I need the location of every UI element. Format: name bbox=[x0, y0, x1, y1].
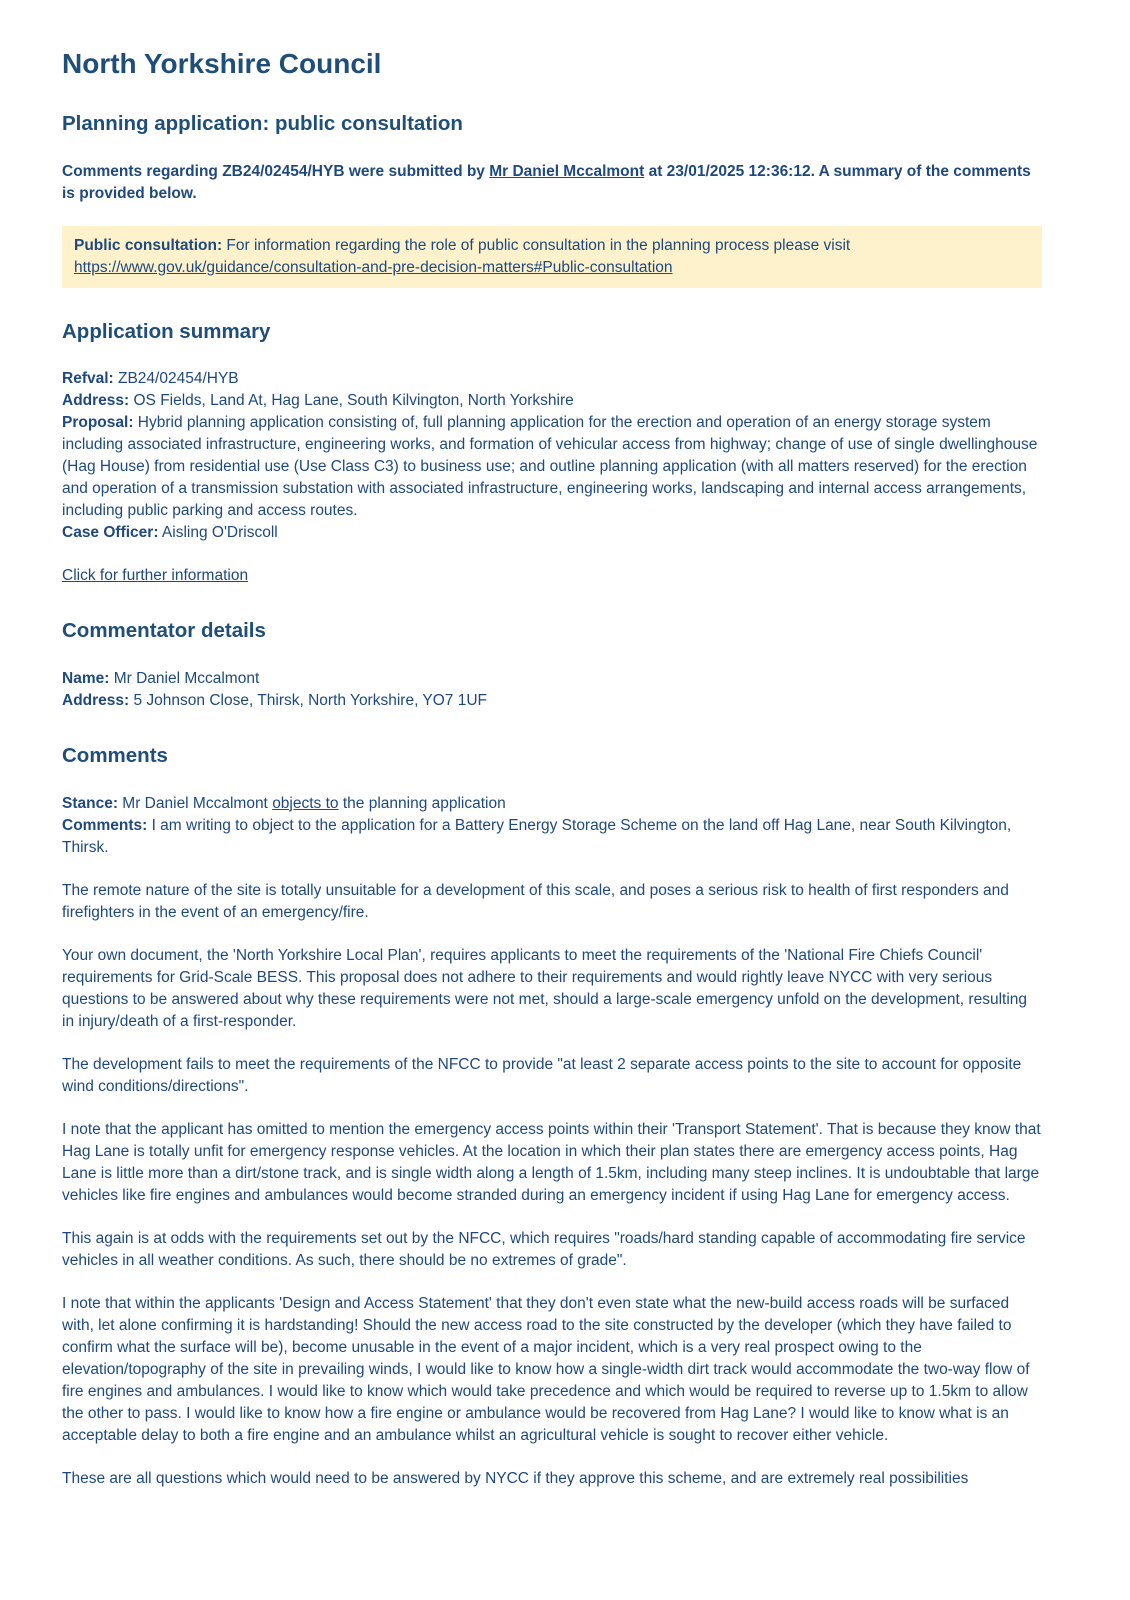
submission-summary bbox=[62, 161, 1042, 205]
comment-paragraph: These are all questions which would need to be answered by NYCC if they approve this scheme, and are extremely real possibilities bbox=[62, 1469, 969, 1487]
notice-label: Public consultation: bbox=[74, 236, 223, 254]
further-information-line bbox=[62, 565, 1042, 587]
address-label: Address: bbox=[62, 392, 130, 410]
comments-label: Comments: bbox=[62, 816, 148, 834]
section-heading-comments: Comments bbox=[62, 743, 168, 767]
public-consultation-notice bbox=[62, 226, 1042, 288]
section-heading-public-consultation: Planning application: public consultation bbox=[62, 112, 463, 136]
comment-paragraph: The development fails to meet the requirements of the NFCC to provide "at least 2 separate access points to the site to account for opposite wind conditions/directions". bbox=[62, 1055, 1022, 1095]
refval-value: ZB24/02454/HYB bbox=[113, 370, 239, 388]
proposal-label: Proposal: bbox=[62, 414, 134, 432]
case-officer-value: Aisling O'Driscoll bbox=[158, 524, 278, 542]
stance-post: the planning application bbox=[338, 794, 506, 812]
stance-objects-to: objects to bbox=[272, 794, 339, 812]
field-stance bbox=[62, 793, 1042, 815]
proposal-value: Hybrid planning application consisting of, full planning application for the erection and operation of an energy storage system including associated infrastructure, engineering works, and formation of vehicular access from highway; change of use of single dwellinghouse (Hag House) from residential use (Use Class C3) to business use; and outline planning application (with all matters reserved) for the erection and operation of a transmission substation with associated infrastructure, engineering works, landscaping and internal access arrangements, including public parking and access routes. bbox=[62, 414, 1038, 520]
comments-intro-value: I am writing to object to the application for a Battery Energy Storage Scheme on the land off Hag Lane, near South Kilvington, Thirsk. bbox=[62, 816, 1012, 856]
field-refval bbox=[62, 368, 1042, 390]
consultation-guidance-link[interactable]: https://www.gov.uk/guidance/consultation-and-pre-decision-matters#Public-consultation bbox=[74, 258, 673, 276]
field-case-officer bbox=[62, 522, 1042, 544]
commentator-address-value: 5 Johnson Close, Thirsk, North Yorkshire, YO7 1UF bbox=[129, 691, 488, 709]
commentator-address-label: Address: bbox=[62, 691, 130, 709]
stance-label: Stance: bbox=[62, 794, 118, 812]
refval-label: Refval: bbox=[62, 370, 114, 388]
field-commentator-address bbox=[62, 690, 1042, 712]
section-heading-application-summary: Application summary bbox=[62, 319, 271, 343]
case-officer-label: Case Officer: bbox=[62, 524, 159, 542]
section-heading-commentator-details: Commentator details bbox=[62, 619, 266, 643]
comment-paragraph: The remote nature of the site is totally unsuitable for a development of this scale, and poses a serious risk to health of first responders and firefighters in the event of an emergency/fire. bbox=[62, 881, 1009, 921]
comment-paragraph: I note that within the applicants 'Design and Access Statement' that they don't even state what the new-build access roads will be surfaced with, let alone confirming it is hardstanding! Should the new access road to the site constructed by the developer (which they have failed to confirm what the surface will be), become unusable in the event of a major incident, which is a very real prospect owing to the elevation/topography of the site in prevailing winds, I would like to know how a single-width dirt track would accommodate the two-way flow of fire engines and ambulances. I would like to know which would take precedence and which would be required to reverse up to 1.5km to allow the other to pass. I would like to know how a fire engine or ambulance would be recovered from Hag Lane? I would like to know what is an acceptable delay to both a fire engine and an ambulance whilst an agricultural vehicle is sought to recover either vehicle. bbox=[62, 1294, 1030, 1444]
address-value: OS Fields, Land At, Hag Lane, South Kilvington, North Yorkshire bbox=[129, 392, 574, 410]
comment-paragraph: Your own document, the 'North Yorkshire Local Plan', requires applicants to meet the requirements of the 'National Fire Chiefs Council' requirements for Grid-Scale BESS. This proposal does not adhere to their requirements and would rightly leave NYCC with very serious questions to be answered about why these requirements were not met, should a large-scale emergency unfold on the development, resulting in injury/death of a first-responder. bbox=[62, 946, 1028, 1030]
field-commentator-name bbox=[62, 668, 1042, 690]
submission-summary-post: at 23/01/2025 12:36:12. A summary of the comments is provided below. bbox=[62, 162, 1031, 202]
commentator-fields bbox=[62, 668, 1042, 712]
commentator-name-label: Name: bbox=[62, 669, 110, 687]
notice-text: For information regarding the role of public consultation in the planning process please visit bbox=[222, 236, 851, 254]
field-comments-intro bbox=[62, 815, 1042, 859]
submission-summary-pre: Comments regarding ZB24/02454/HYB were submitted by bbox=[62, 162, 490, 180]
field-proposal bbox=[62, 412, 1042, 522]
further-information-link[interactable]: Click for further information bbox=[62, 567, 249, 585]
field-address bbox=[62, 390, 1042, 412]
page-title: North Yorkshire Council bbox=[62, 48, 382, 79]
comment-paragraph: This again is at odds with the requirements set out by the NFCC, which requires "roads/hard standing capable of accommodating fire service vehicles in all weather conditions. As such, there should be no extremes of grade". bbox=[62, 1229, 1026, 1269]
stance-block bbox=[62, 793, 1042, 859]
submitter-link[interactable]: Mr Daniel Mccalmont bbox=[489, 162, 645, 180]
commentator-name-value: Mr Daniel Mccalmont bbox=[109, 669, 260, 687]
comment-paragraph: I note that the applicant has omitted to mention the emergency access points within their 'Transport Statement'. That is because they know that Hag Lane is totally unfit for emergency response vehicles. At the location in which their plan states there are emergency access points, Hag Lane is little more than a dirt/stone track, and is single width along a length of 1.5km, including many steep inclines. It is undoubtable that large vehicles like fire engines and ambulances would become stranded during an emergency incident if using Hag Lane for emergency access. bbox=[62, 1120, 1041, 1204]
stance-pre: Mr Daniel Mccalmont bbox=[118, 794, 273, 812]
application-summary-fields bbox=[62, 368, 1042, 544]
